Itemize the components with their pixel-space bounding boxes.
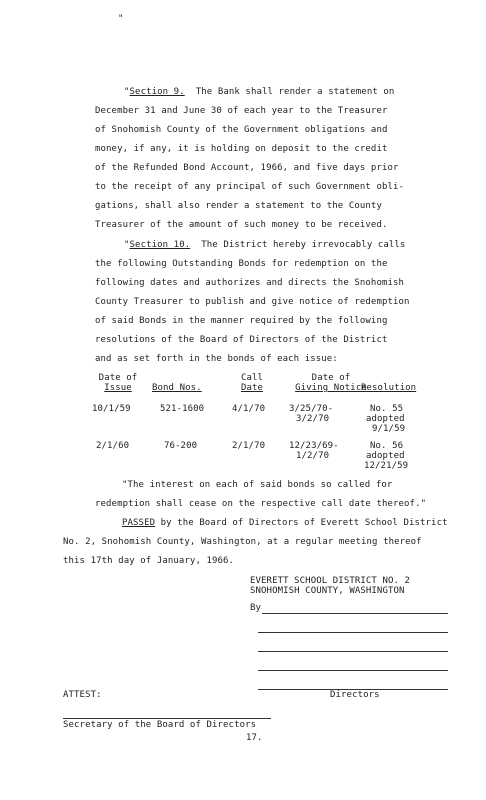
row-notice-date-1: 3/25/70- xyxy=(289,404,334,414)
passed-line-1: PASSED by the Board of Directors of Everett School District xyxy=(122,518,448,528)
page-number: 17. xyxy=(246,733,263,743)
section-10-line-4: County Treasurer to publish and give notice of redemption xyxy=(95,297,410,307)
directors-label: Directors xyxy=(330,690,380,700)
section-10-line-3: following dates and authorizes and directs the Snohomish xyxy=(95,278,405,288)
section-10-line-5: of said Bonds in the manner required by the following xyxy=(95,316,388,326)
attest-label: ATTEST: xyxy=(63,690,102,700)
passed-word: PASSED xyxy=(122,518,156,528)
row-resolution-3: 12/21/59 xyxy=(364,461,409,471)
header-resolution: Resolution xyxy=(361,383,417,393)
row-notice-date-1: 12/23/69- xyxy=(289,441,339,451)
signature-line xyxy=(258,670,448,671)
row-bond-nos: 521-1600 xyxy=(160,404,205,414)
section-10-line-6: resolutions of the Board of Directors of the District xyxy=(95,335,388,345)
header-mark: " xyxy=(118,14,124,24)
row-notice-date-2: 3/2/70 xyxy=(296,414,330,424)
section-9-line-7: gations, shall also render a statement to the County xyxy=(95,201,382,211)
row-issue-date: 2/1/60 xyxy=(96,441,130,451)
header-call-date-1: Call xyxy=(240,373,264,383)
passed-line-3: this 17th day of January, 1966. xyxy=(63,556,235,566)
row-resolution-1: No. 56 xyxy=(370,441,404,451)
district-name: EVERETT SCHOOL DISTRICT NO. 2 xyxy=(250,576,411,586)
section-9-line-3: of Snohomish County of the Government obligations and xyxy=(95,125,388,135)
row-issue-date: 10/1/59 xyxy=(92,404,131,414)
signature-line xyxy=(258,632,448,633)
row-resolution-2: adopted xyxy=(366,451,405,461)
row-bond-nos: 76-200 xyxy=(164,441,198,451)
section-10-line-7: and as set forth in the bonds of each issue: xyxy=(95,354,338,364)
row-resolution-1: No. 55 xyxy=(370,404,404,414)
section-9-line-6: to the receipt of any principal of such Government obli- xyxy=(95,182,405,192)
section-9-line-4: money, if any, it is holding on deposit to the credit xyxy=(95,144,388,154)
row-resolution-2: adopted xyxy=(366,414,405,424)
section-9-heading: Section 9. xyxy=(129,87,185,97)
row-call-date: 2/1/70 xyxy=(232,441,266,451)
passed-line-2: No. 2, Snohomish County, Washington, at a regular meeting thereof xyxy=(63,537,422,547)
header-bond-nos: Bond Nos. xyxy=(152,383,202,393)
signature-line xyxy=(262,613,448,614)
section-9-line-5: of the Refunded Bond Account, 1966, and five days prior xyxy=(95,163,399,173)
section-9-line-2: December 31 and June 30 of each year to the Treasurer xyxy=(95,106,388,116)
by-label: By xyxy=(250,603,262,613)
header-date-of-issue-1: Date of xyxy=(98,373,138,383)
header-date-of-issue-2: Issue xyxy=(104,383,132,393)
section-10-heading: Section 10. xyxy=(129,240,191,250)
section-10-line-2: the following Outstanding Bonds for redemption on the xyxy=(95,259,388,269)
row-call-date: 4/1/70 xyxy=(232,404,266,414)
secretary-label: Secretary of the Board of Directors xyxy=(63,720,257,730)
section-10-line-1: "Section 10. The District hereby irrevocably calls xyxy=(124,240,406,250)
header-call-date-2: Date xyxy=(240,383,264,393)
county-name: SNOHOMISH COUNTY, WASHINGTON xyxy=(250,586,405,596)
section-9-line-1: "Section 9. The Bank shall render a statement on xyxy=(124,87,395,97)
header-giving-notice-2: Giving Notice xyxy=(295,383,367,393)
closing-line-2: redemption shall cease on the respective call date thereof." xyxy=(95,499,427,509)
section-9-line-8: Treasurer of the amount of such money to be received. xyxy=(95,220,388,230)
row-resolution-3: 9/1/59 xyxy=(372,424,406,434)
row-notice-date-2: 1/2/70 xyxy=(296,451,330,461)
secretary-signature-line xyxy=(63,718,271,719)
closing-line-1: "The interest on each of said bonds so called for xyxy=(122,480,393,490)
signature-line xyxy=(258,651,448,652)
header-giving-notice-1: Date of xyxy=(311,373,351,383)
